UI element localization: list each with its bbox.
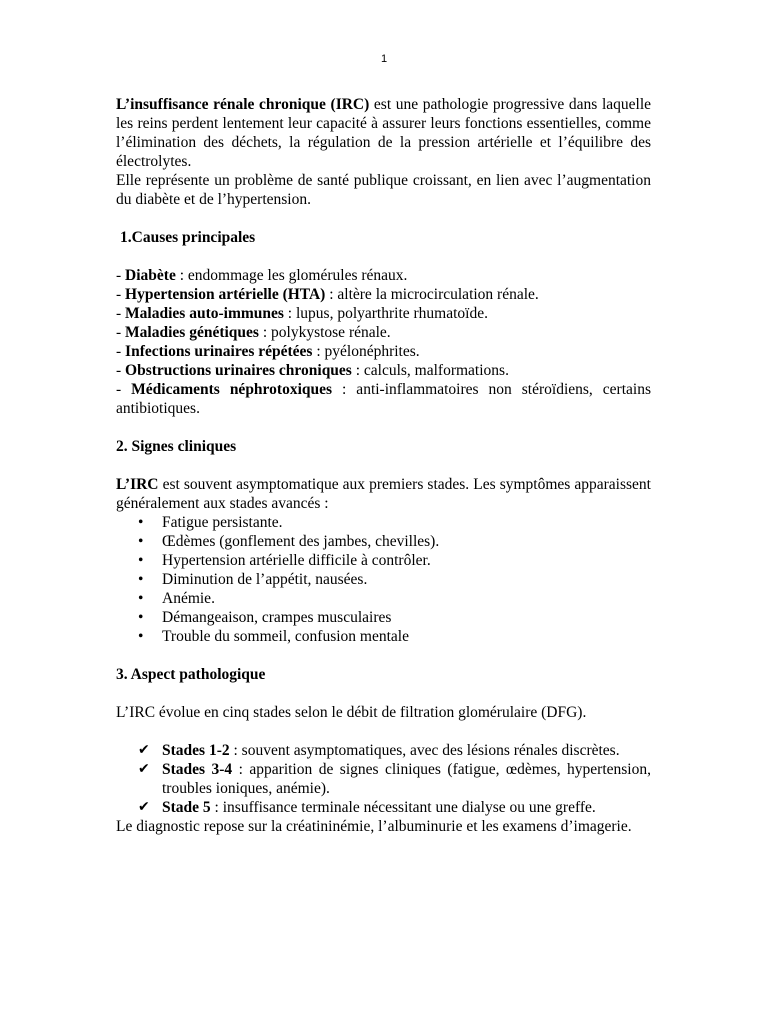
cause-desc: : endommage les glomérules rénaux. — [175, 267, 408, 284]
stage-desc: : apparition de signes cliniques (fatigue, œdèmes, hypertension, troubles ioniques, anémie). — [162, 761, 651, 797]
cause-desc: : altère la microcirculation rénale. — [325, 286, 539, 303]
cause-dash: - — [116, 381, 132, 398]
causes-list — [116, 266, 651, 418]
bullet-icon: • — [138, 552, 144, 569]
signs-intro-term: L’IRC — [116, 476, 159, 493]
stage-term: Stades 1-2 — [162, 742, 230, 759]
cause-desc: : polykystose rénale. — [258, 324, 391, 341]
conclusion-paragraph: Le diagnostic repose sur la créatininémie, l’albuminurie et les examens d’imagerie. — [116, 818, 632, 835]
signs-list — [116, 513, 651, 646]
intro-paragraph — [116, 95, 651, 171]
cause-item — [116, 304, 651, 323]
cause-item — [116, 323, 651, 342]
intro-text: est une pathologie progressive dans laquelle les reins perdent lentement leur capacité à assurer leurs fonctions essentielles, comme l’élimination des déchets, la régulation de la pression artérielle et l’équilibre des électrolytes. — [116, 96, 652, 170]
bullet-icon: • — [138, 628, 144, 645]
sign-text: Diminution de l’appétit, nausées. — [162, 571, 368, 588]
bullet-icon: • — [138, 514, 144, 531]
checkmark-icon: ✔ — [138, 761, 150, 777]
cause-item — [116, 266, 651, 285]
sign-text: Œdèmes (gonflement des jambes, chevilles). — [162, 533, 440, 550]
cause-term: Maladies auto-immunes — [125, 305, 284, 322]
list-item — [116, 551, 651, 570]
cause-dash: - — [116, 343, 126, 360]
list-item — [116, 589, 651, 608]
cause-term: Diabète — [125, 267, 176, 284]
cause-item — [116, 285, 651, 304]
bullet-icon: • — [138, 571, 144, 588]
checkmark-icon: ✔ — [138, 799, 150, 815]
bullet-icon: • — [138, 609, 144, 626]
cause-term: Obstructions urinaires chroniques — [125, 362, 352, 379]
signs-intro — [116, 475, 651, 513]
cause-dash: - — [116, 305, 126, 322]
section-3-heading: 3. Aspect pathologique — [116, 666, 266, 683]
list-item — [116, 627, 651, 646]
cause-item — [116, 361, 651, 380]
cause-desc: : anti-inflammatoires non stéroïdiens, certains antibiotiques. — [116, 381, 651, 417]
stage-term: Stades 3-4 — [162, 761, 233, 778]
bullet-icon: • — [138, 533, 144, 550]
stages-list — [116, 741, 651, 817]
cause-item — [116, 380, 651, 418]
cause-dash: - — [116, 286, 126, 303]
sign-text: Démangeaison, crampes musculaires — [162, 609, 392, 626]
checkmark-icon: ✔ — [138, 742, 150, 758]
cause-desc: : lupus, polyarthrite rhumatoïde. — [283, 305, 488, 322]
cause-item — [116, 342, 651, 361]
stages-intro: L’IRC évolue en cinq stades selon le débit de filtration glomérulaire (DFG). — [116, 704, 587, 721]
cause-desc: : calculs, malformations. — [351, 362, 509, 379]
cause-dash: - — [116, 267, 126, 284]
bullet-icon: • — [138, 590, 144, 607]
sign-text: Anémie. — [162, 590, 215, 607]
stage-desc: : souvent asymptomatiques, avec des lésions rénales discrètes. — [229, 742, 620, 759]
cause-dash: - — [116, 324, 126, 341]
section-1-heading: 1.Causes principales — [120, 229, 256, 246]
cause-term: Médicaments néphrotoxiques — [131, 381, 333, 398]
list-item — [116, 760, 651, 798]
sign-text: Fatigue persistante. — [162, 514, 283, 531]
stage-term: Stade 5 — [162, 799, 211, 816]
cause-dash: - — [116, 362, 126, 379]
intro-term: L’insuffisance rénale chronique (IRC) — [116, 96, 370, 113]
sign-text: Hypertension artérielle difficile à contrôler. — [162, 552, 431, 569]
page-number: 1 — [380, 53, 388, 65]
cause-term: Hypertension artérielle (HTA) — [125, 286, 326, 303]
intro-paragraph-2: Elle représente un problème de santé publique croissant, en lien avec l’augmentation du diabète et de l’hypertension. — [116, 172, 651, 208]
cause-term: Infections urinaires répétées — [125, 343, 313, 360]
cause-term: Maladies génétiques — [125, 324, 259, 341]
list-item — [116, 741, 651, 760]
stage-desc: : insuffisance terminale nécessitant une dialyse ou une greffe. — [210, 799, 596, 816]
section-2-heading: 2. Signes cliniques — [116, 438, 237, 455]
list-item — [116, 608, 651, 627]
sign-text: Trouble du sommeil, confusion mentale — [162, 628, 409, 645]
list-item — [116, 798, 651, 817]
list-item — [116, 513, 651, 532]
signs-intro-text: est souvent asymptomatique aux premiers stades. Les symptômes apparaissent généralement aux stades avancés : — [116, 476, 651, 512]
list-item — [116, 532, 651, 551]
list-item — [116, 570, 651, 589]
document-body — [116, 95, 651, 836]
cause-desc: : pyélonéphrites. — [312, 343, 420, 360]
